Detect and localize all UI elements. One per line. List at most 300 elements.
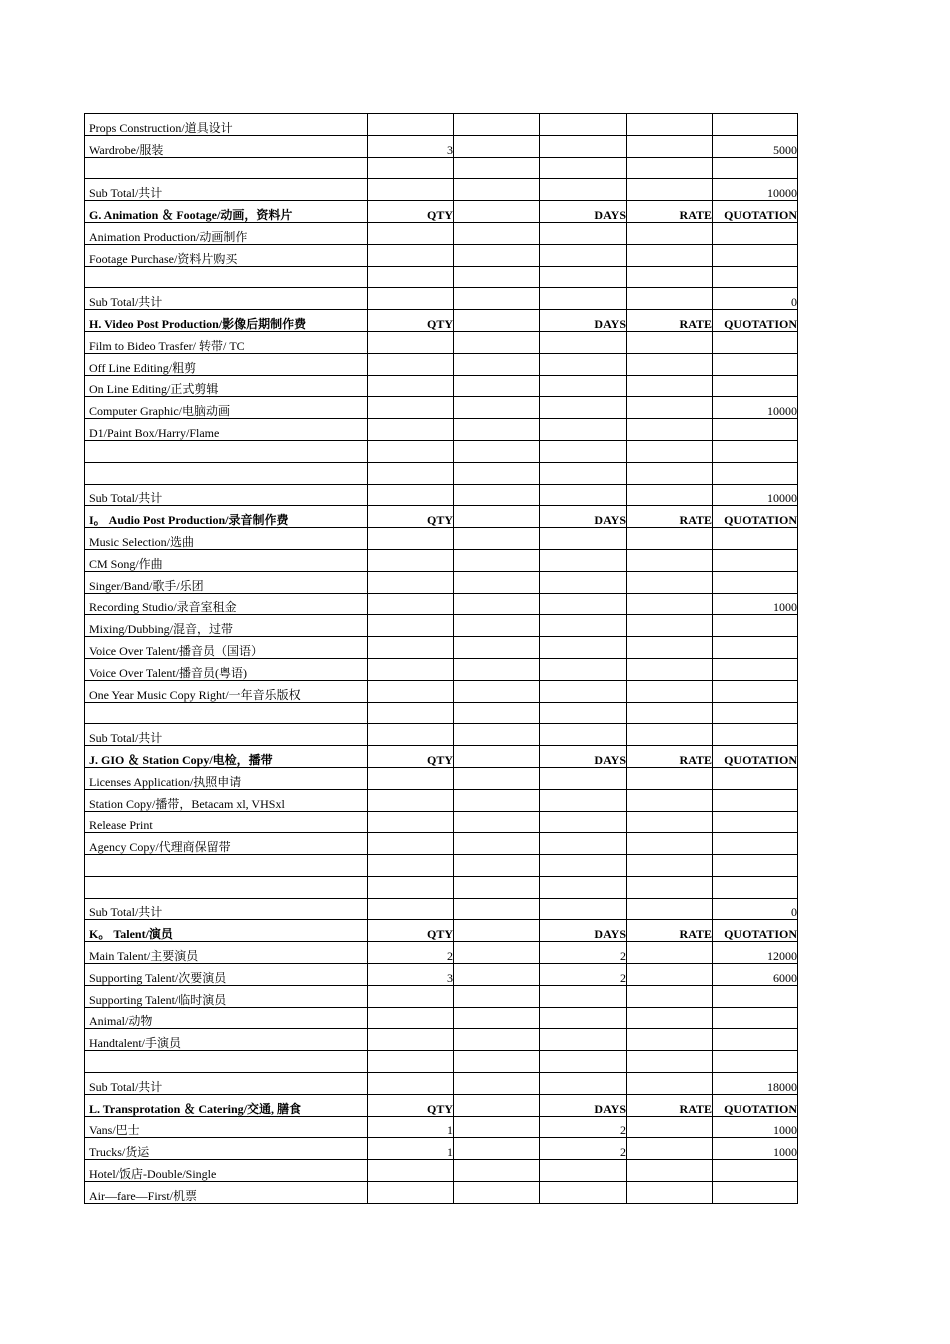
days-cell	[540, 876, 627, 898]
section-header-row	[85, 201, 798, 223]
quotation-cell: 12000	[713, 942, 798, 964]
days-cell: 2	[540, 1116, 627, 1138]
quotation-cell: 0	[713, 898, 798, 920]
section-header-row	[85, 746, 798, 768]
qty-cell: QTY	[368, 1094, 454, 1116]
qty-cell	[368, 266, 454, 288]
table-row	[85, 593, 798, 615]
table-row	[85, 964, 798, 986]
table-row	[85, 833, 798, 855]
qty-cell: 2	[368, 942, 454, 964]
quotation-cell: 1000	[713, 593, 798, 615]
row-label-cell: Main Talent/主要演员	[85, 942, 368, 964]
unit-cell	[454, 724, 540, 746]
table-row	[85, 1182, 798, 1204]
quotation-cell	[713, 528, 798, 550]
row-label-cell	[85, 855, 368, 877]
rate-cell	[627, 789, 713, 811]
quotation-cell	[713, 680, 798, 702]
quotation-cell	[713, 1007, 798, 1029]
rate-cell	[627, 397, 713, 419]
rate-cell	[627, 549, 713, 571]
quotation-cell: QUOTATION	[713, 1094, 798, 1116]
row-label-cell: Sub Total/共计	[85, 179, 368, 201]
table-row	[85, 353, 798, 375]
table-row	[85, 1160, 798, 1182]
qty-cell: QTY	[368, 201, 454, 223]
days-cell	[540, 637, 627, 659]
days-cell: 2	[540, 964, 627, 986]
row-label-cell: L. Transprotation ＆ Catering/交通, 膳食	[85, 1094, 368, 1116]
table-row	[85, 1029, 798, 1051]
row-label-cell: Mixing/Dubbing/混音，过带	[85, 615, 368, 637]
quotation-cell	[713, 1029, 798, 1051]
row-label-cell: CM Song/作曲	[85, 549, 368, 571]
days-cell	[540, 811, 627, 833]
rate-cell: RATE	[627, 920, 713, 942]
qty-cell: QTY	[368, 920, 454, 942]
unit-cell	[454, 244, 540, 266]
qty-cell	[368, 549, 454, 571]
row-label-cell: One Year Music Copy Right/一年音乐版权	[85, 680, 368, 702]
section-header-row	[85, 506, 798, 528]
quotation-cell: QUOTATION	[713, 201, 798, 223]
unit-cell	[454, 702, 540, 724]
quotation-cell	[713, 244, 798, 266]
row-label-cell: Trucks/货运	[85, 1138, 368, 1160]
subtotal-row	[85, 179, 798, 201]
quotation-cell	[713, 615, 798, 637]
quotation-cell	[713, 331, 798, 353]
unit-cell	[454, 637, 540, 659]
days-cell	[540, 1051, 627, 1073]
rate-cell	[627, 266, 713, 288]
table-row	[85, 1116, 798, 1138]
quotation-cell: 18000	[713, 1073, 798, 1095]
qty-cell	[368, 658, 454, 680]
days-cell	[540, 1007, 627, 1029]
days-cell	[540, 855, 627, 877]
table-row	[85, 658, 798, 680]
unit-cell	[454, 571, 540, 593]
rate-cell	[627, 353, 713, 375]
unit-cell	[454, 484, 540, 506]
unit-cell	[454, 506, 540, 528]
row-label-cell: Licenses Application/执照申请	[85, 767, 368, 789]
rate-cell	[627, 702, 713, 724]
row-label-cell: Recording Studio/录音室租金	[85, 593, 368, 615]
rate-cell	[627, 898, 713, 920]
days-cell	[540, 157, 627, 179]
rate-cell	[627, 135, 713, 157]
rate-cell	[627, 1116, 713, 1138]
row-label-cell: Agency Copy/代理商保留带	[85, 833, 368, 855]
quotation-cell	[713, 811, 798, 833]
qty-cell	[368, 419, 454, 441]
qty-cell	[368, 789, 454, 811]
table-row	[85, 135, 798, 157]
rate-cell	[627, 615, 713, 637]
quotation-cell: 1000	[713, 1116, 798, 1138]
section-header-row	[85, 920, 798, 942]
quotation-cell	[713, 462, 798, 484]
unit-cell	[454, 397, 540, 419]
blank-row	[85, 702, 798, 724]
row-label-cell: Film to Bideo Trasfer/ 转带/ TC	[85, 331, 368, 353]
qty-cell	[368, 593, 454, 615]
table-row	[85, 767, 798, 789]
row-label-cell: Off Line Editing/粗剪	[85, 353, 368, 375]
rate-cell	[627, 985, 713, 1007]
days-cell	[540, 549, 627, 571]
qty-cell	[368, 114, 454, 136]
quotation-cell: QUOTATION	[713, 506, 798, 528]
qty-cell	[368, 1007, 454, 1029]
quotation-cell	[713, 767, 798, 789]
rate-cell	[627, 680, 713, 702]
quotation-cell	[713, 658, 798, 680]
days-cell: 2	[540, 1138, 627, 1160]
row-label-cell: Footage Purchase/资料片购买	[85, 244, 368, 266]
rate-cell	[627, 637, 713, 659]
rate-cell: RATE	[627, 506, 713, 528]
days-cell: DAYS	[540, 310, 627, 332]
quotation-cell: 0	[713, 288, 798, 310]
quotation-cell	[713, 419, 798, 441]
row-label-cell: Vans/巴士	[85, 1116, 368, 1138]
rate-cell	[627, 331, 713, 353]
row-label-cell: Hotel/饭店-Double/Single	[85, 1160, 368, 1182]
row-label-cell: Singer/Band/歌手/乐团	[85, 571, 368, 593]
qty-cell	[368, 833, 454, 855]
quotation-cell	[713, 985, 798, 1007]
table-row	[85, 549, 798, 571]
row-label-cell: H. Video Post Production/影像后期制作费	[85, 310, 368, 332]
table-row	[85, 637, 798, 659]
table-row	[85, 942, 798, 964]
unit-cell	[454, 920, 540, 942]
rate-cell	[627, 724, 713, 746]
quotation-cell: 10000	[713, 484, 798, 506]
quotation-cell: 6000	[713, 964, 798, 986]
row-label-cell: Handtalent/手演员	[85, 1029, 368, 1051]
unit-cell	[454, 833, 540, 855]
qty-cell	[368, 985, 454, 1007]
table-row	[85, 331, 798, 353]
days-cell	[540, 898, 627, 920]
unit-cell	[454, 942, 540, 964]
unit-cell	[454, 898, 540, 920]
qty-cell	[368, 1029, 454, 1051]
row-label-cell: Supporting Talent/次要演员	[85, 964, 368, 986]
unit-cell	[454, 658, 540, 680]
qty-cell	[368, 179, 454, 201]
days-cell	[540, 179, 627, 201]
row-label-cell	[85, 1051, 368, 1073]
blank-row	[85, 266, 798, 288]
quotation-cell	[713, 789, 798, 811]
unit-cell	[454, 1051, 540, 1073]
unit-cell	[454, 1029, 540, 1051]
rate-cell	[627, 528, 713, 550]
qty-cell: QTY	[368, 310, 454, 332]
days-cell	[540, 1182, 627, 1204]
rate-cell: RATE	[627, 1094, 713, 1116]
days-cell	[540, 397, 627, 419]
quotation-cell	[713, 1051, 798, 1073]
rate-cell	[627, 1073, 713, 1095]
quotation-cell	[713, 571, 798, 593]
days-cell	[540, 266, 627, 288]
row-label-cell: Voice Over Talent/播音员(粤语)	[85, 658, 368, 680]
quotation-cell	[713, 375, 798, 397]
unit-cell	[454, 680, 540, 702]
days-cell	[540, 724, 627, 746]
rate-cell	[627, 484, 713, 506]
table-row	[85, 615, 798, 637]
days-cell	[540, 1029, 627, 1051]
days-cell	[540, 222, 627, 244]
days-cell	[540, 528, 627, 550]
unit-cell	[454, 1160, 540, 1182]
rate-cell	[627, 942, 713, 964]
qty-cell	[368, 288, 454, 310]
qty-cell: QTY	[368, 746, 454, 768]
qty-cell	[368, 331, 454, 353]
row-label-cell: Sub Total/共计	[85, 288, 368, 310]
days-cell	[540, 767, 627, 789]
blank-row	[85, 876, 798, 898]
rate-cell	[627, 462, 713, 484]
days-cell	[540, 462, 627, 484]
days-cell	[540, 244, 627, 266]
table-row	[85, 419, 798, 441]
quotation-cell	[713, 637, 798, 659]
quotation-cell: QUOTATION	[713, 310, 798, 332]
quotation-cell	[713, 549, 798, 571]
qty-cell	[368, 244, 454, 266]
row-label-cell: Sub Total/共计	[85, 484, 368, 506]
days-cell	[540, 680, 627, 702]
qty-cell	[368, 724, 454, 746]
unit-cell	[454, 1182, 540, 1204]
rate-cell	[627, 114, 713, 136]
unit-cell	[454, 876, 540, 898]
qty-cell	[368, 876, 454, 898]
rate-cell: RATE	[627, 201, 713, 223]
rate-cell	[627, 571, 713, 593]
row-label-cell: Sub Total/共计	[85, 724, 368, 746]
days-cell	[540, 985, 627, 1007]
row-label-cell: Sub Total/共计	[85, 898, 368, 920]
unit-cell	[454, 375, 540, 397]
quotation-cell	[713, 1160, 798, 1182]
rate-cell	[627, 1182, 713, 1204]
table-row	[85, 222, 798, 244]
qty-cell	[368, 702, 454, 724]
qty-cell	[368, 855, 454, 877]
rate-cell	[627, 288, 713, 310]
unit-cell	[454, 331, 540, 353]
rate-cell	[627, 593, 713, 615]
unit-cell	[454, 288, 540, 310]
table-row	[85, 375, 798, 397]
unit-cell	[454, 1116, 540, 1138]
qty-cell: 3	[368, 964, 454, 986]
table-row	[85, 528, 798, 550]
blank-row	[85, 1051, 798, 1073]
unit-cell	[454, 222, 540, 244]
rate-cell: RATE	[627, 310, 713, 332]
days-cell	[540, 702, 627, 724]
unit-cell	[454, 593, 540, 615]
unit-cell	[454, 201, 540, 223]
days-cell	[540, 571, 627, 593]
unit-cell	[454, 1007, 540, 1029]
blank-row	[85, 462, 798, 484]
row-label-cell: Music Selection/选曲	[85, 528, 368, 550]
row-label-cell: Station Copy/播带，Betacam xl, VHSxl	[85, 789, 368, 811]
days-cell	[540, 484, 627, 506]
days-cell	[540, 593, 627, 615]
days-cell	[540, 1160, 627, 1182]
row-label-cell: Computer Graphic/电脑动画	[85, 397, 368, 419]
unit-cell	[454, 1138, 540, 1160]
rate-cell	[627, 1138, 713, 1160]
days-cell: DAYS	[540, 920, 627, 942]
row-label-cell: J. GIO ＆ Station Copy/电检，播带	[85, 746, 368, 768]
row-label-cell	[85, 876, 368, 898]
rate-cell	[627, 833, 713, 855]
quotation-cell	[713, 157, 798, 179]
rate-cell	[627, 1160, 713, 1182]
quotation-cell	[713, 833, 798, 855]
table-row	[85, 789, 798, 811]
subtotal-row	[85, 288, 798, 310]
qty-cell	[368, 462, 454, 484]
row-label-cell	[85, 440, 368, 462]
row-label-cell: K。 Talent/演员	[85, 920, 368, 942]
rate-cell	[627, 1007, 713, 1029]
qty-cell	[368, 440, 454, 462]
days-cell: DAYS	[540, 201, 627, 223]
days-cell	[540, 1073, 627, 1095]
qty-cell	[368, 375, 454, 397]
days-cell	[540, 114, 627, 136]
unit-cell	[454, 985, 540, 1007]
qty-cell	[368, 1051, 454, 1073]
row-label-cell: Wardrobe/服装	[85, 135, 368, 157]
quotation-cell: QUOTATION	[713, 746, 798, 768]
row-label-cell: Animal/动物	[85, 1007, 368, 1029]
qty-cell	[368, 767, 454, 789]
days-cell	[540, 789, 627, 811]
row-label-cell: G. Animation ＆ Footage/动画，资料片	[85, 201, 368, 223]
unit-cell	[454, 811, 540, 833]
quotation-cell: 1000	[713, 1138, 798, 1160]
unit-cell	[454, 266, 540, 288]
days-cell	[540, 353, 627, 375]
unit-cell	[454, 135, 540, 157]
quotation-cell	[713, 114, 798, 136]
quotation-cell: 10000	[713, 179, 798, 201]
unit-cell	[454, 746, 540, 768]
qty-cell	[368, 811, 454, 833]
subtotal-row	[85, 724, 798, 746]
row-label-cell: Animation Production/动画制作	[85, 222, 368, 244]
quotation-cell	[713, 724, 798, 746]
rate-cell	[627, 964, 713, 986]
qty-cell	[368, 222, 454, 244]
rate-cell	[627, 855, 713, 877]
table-row	[85, 680, 798, 702]
quotation-cell	[713, 353, 798, 375]
unit-cell	[454, 1073, 540, 1095]
row-label-cell: D1/Paint Box/Harry/Flame	[85, 419, 368, 441]
days-cell	[540, 419, 627, 441]
unit-cell	[454, 179, 540, 201]
section-header-row	[85, 310, 798, 332]
qty-cell	[368, 1073, 454, 1095]
quotation-cell	[713, 702, 798, 724]
quotation-cell	[713, 222, 798, 244]
qty-cell	[368, 484, 454, 506]
row-label-cell: Voice Over Talent/播音员（国语）	[85, 637, 368, 659]
quotation-cell: 10000	[713, 397, 798, 419]
days-cell	[540, 615, 627, 637]
quotation-cell: 5000	[713, 135, 798, 157]
row-label-cell: Supporting Talent/临时演员	[85, 985, 368, 1007]
days-cell	[540, 440, 627, 462]
qty-cell	[368, 571, 454, 593]
qty-cell	[368, 1182, 454, 1204]
days-cell	[540, 331, 627, 353]
table-row	[85, 571, 798, 593]
table-row	[85, 985, 798, 1007]
unit-cell	[454, 528, 540, 550]
qty-cell	[368, 680, 454, 702]
quotation-table-body	[85, 114, 798, 1204]
days-cell	[540, 135, 627, 157]
blank-row	[85, 157, 798, 179]
rate-cell	[627, 1029, 713, 1051]
days-cell	[540, 288, 627, 310]
subtotal-row	[85, 1073, 798, 1095]
rate-cell	[627, 244, 713, 266]
table-row	[85, 114, 798, 136]
unit-cell	[454, 462, 540, 484]
qty-cell	[368, 615, 454, 637]
quotation-cell	[713, 1182, 798, 1204]
blank-row	[85, 440, 798, 462]
row-label-cell	[85, 266, 368, 288]
rate-cell	[627, 222, 713, 244]
section-header-row	[85, 1094, 798, 1116]
quotation-cell: QUOTATION	[713, 920, 798, 942]
unit-cell	[454, 440, 540, 462]
quotation-cell	[713, 266, 798, 288]
qty-cell: 3	[368, 135, 454, 157]
rate-cell	[627, 1051, 713, 1073]
unit-cell	[454, 767, 540, 789]
rate-cell	[627, 876, 713, 898]
unit-cell	[454, 310, 540, 332]
unit-cell	[454, 419, 540, 441]
table-row	[85, 397, 798, 419]
unit-cell	[454, 114, 540, 136]
rate-cell	[627, 375, 713, 397]
days-cell: DAYS	[540, 1094, 627, 1116]
